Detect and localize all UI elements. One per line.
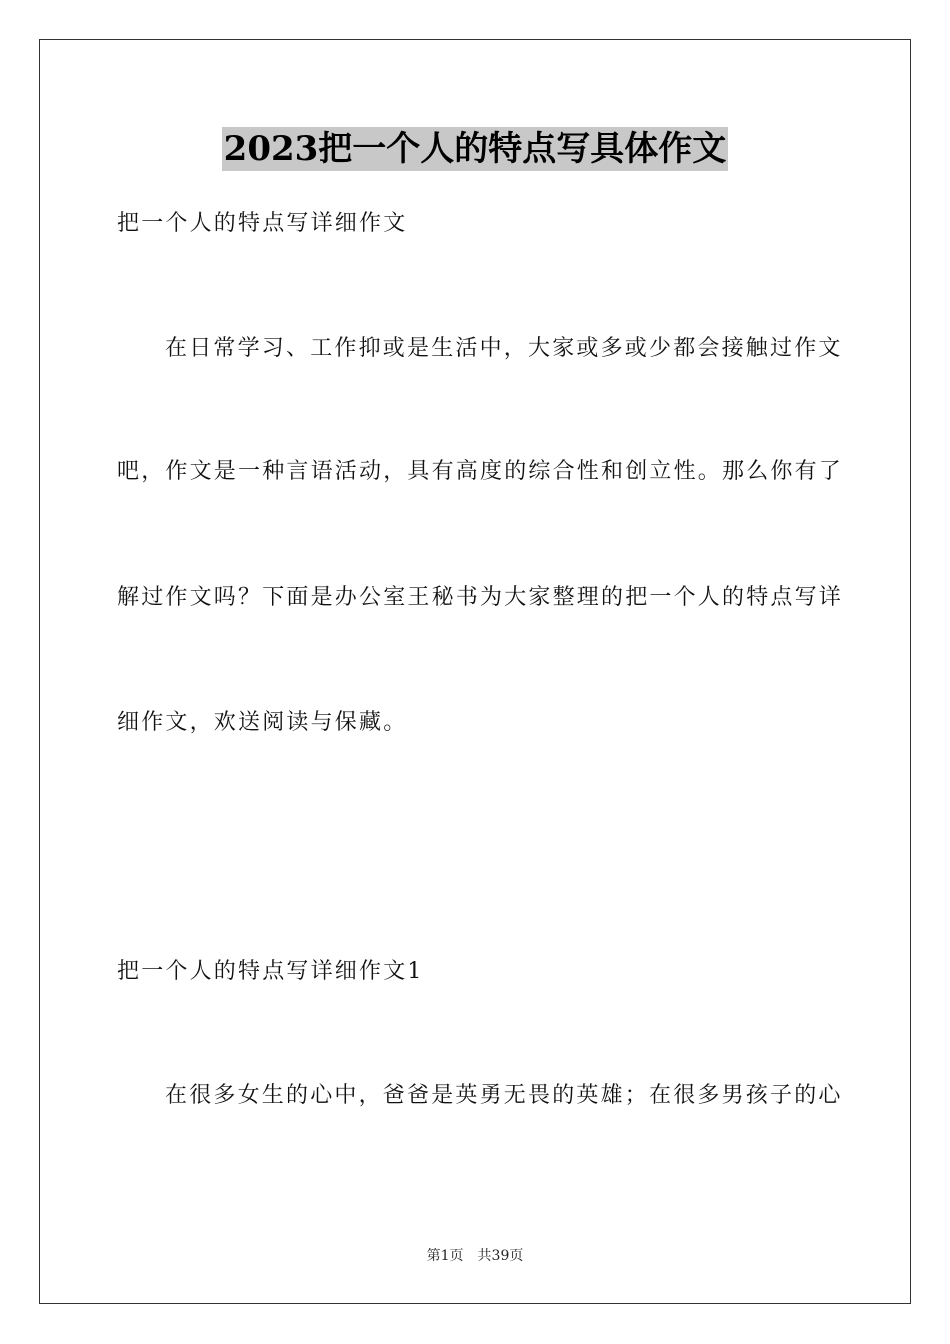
title-container: [0, 127, 950, 171]
intro-line-1: 在日常学习、工作抑或是生活中，大家或多或少都会接触过作文: [165, 336, 843, 361]
subtitle: 把一个人的特点写详细作文: [117, 211, 408, 236]
intro-line-2: 吧，作文是一种言语活动，具有高度的综合性和创立性。那么你有了: [117, 459, 844, 484]
section-heading-1: 把一个人的特点写详细作文1: [117, 959, 424, 984]
intro-line-4: 细作文，欢送阅读与保藏。: [117, 710, 408, 735]
total-pages: 共39页: [477, 1248, 524, 1264]
section1-line-1: 在很多女生的心中，爸爸是英勇无畏的英雄；在很多男孩子的心: [165, 1083, 843, 1108]
intro-line-3: 解过作文吗？下面是办公室王秘书为大家整理的把一个人的特点写详: [117, 585, 844, 610]
page-number: 第1页: [426, 1248, 464, 1264]
page-footer: [0, 1247, 950, 1265]
document-title: 2023把一个人的特点写具体作文: [223, 129, 727, 169]
